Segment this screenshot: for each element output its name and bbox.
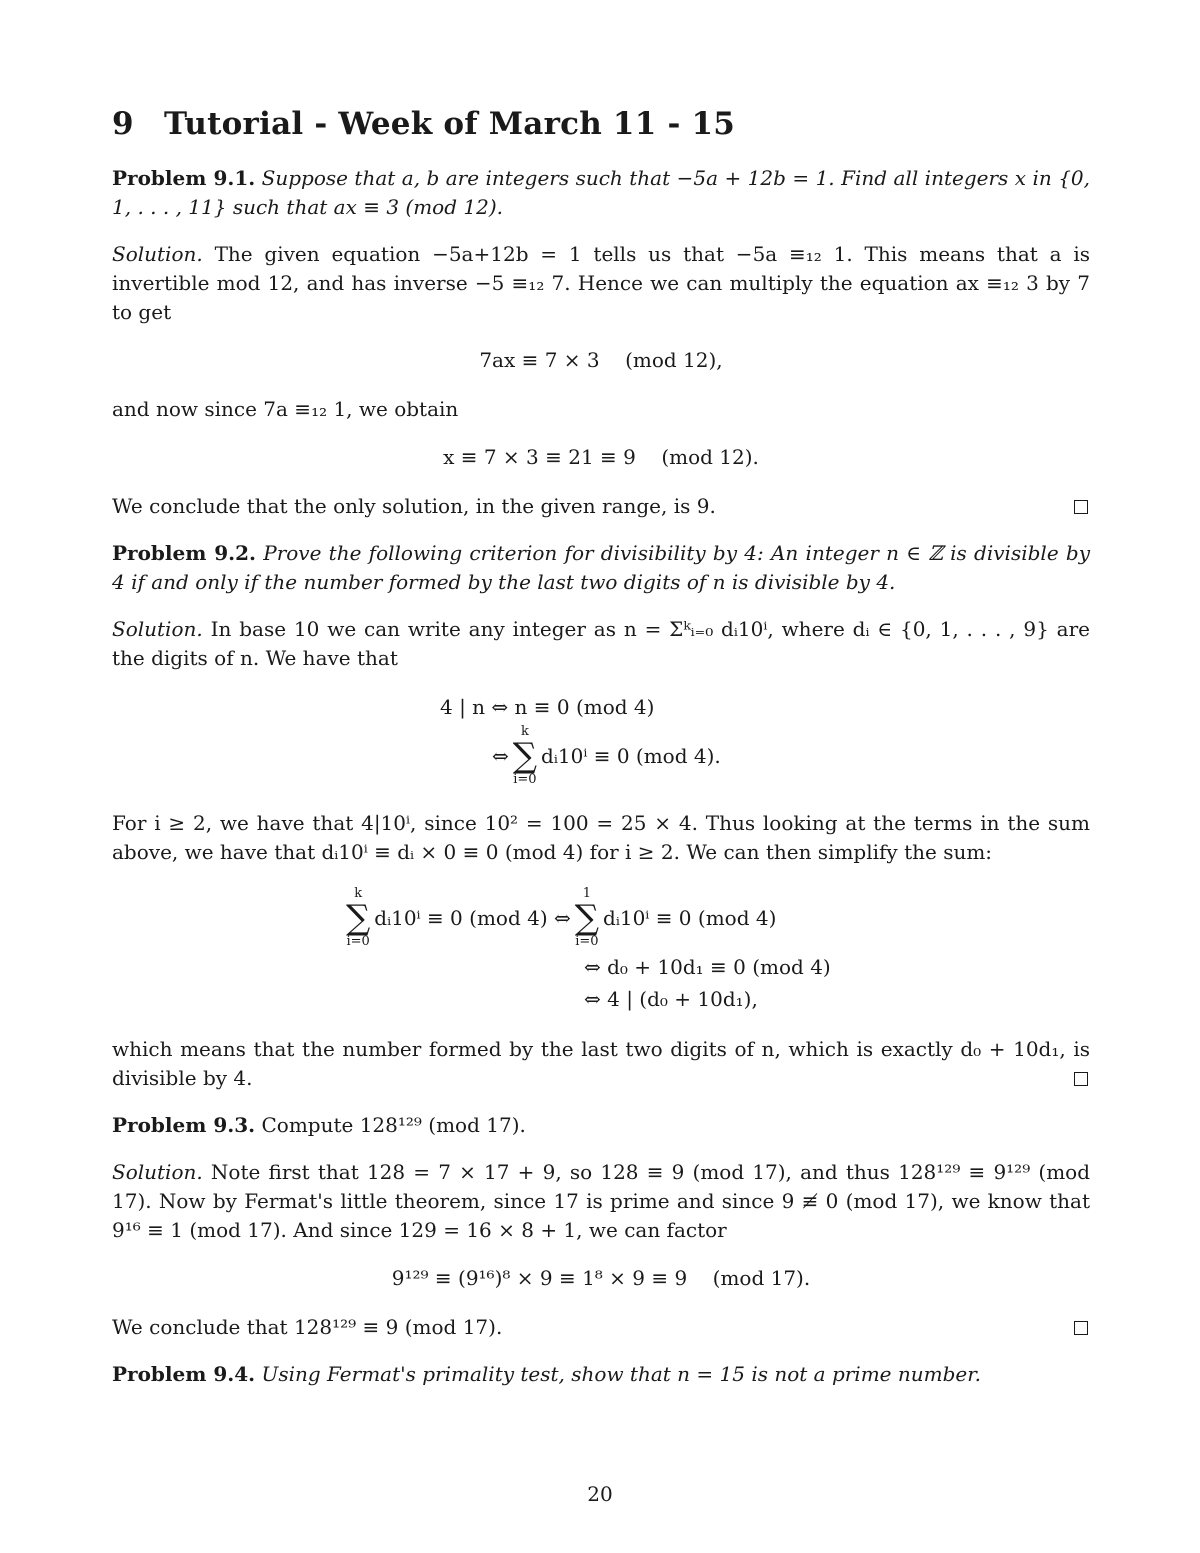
equation-block-simplify: [112, 885, 1090, 1015]
sum-upper-limit: k: [520, 724, 529, 739]
problem-9-4: [112, 1360, 1090, 1389]
sum-lower-limit: i=0: [513, 772, 537, 787]
conclusion-text: We conclude that 128¹²⁹ ≡ 9 (mod 17).: [112, 1315, 503, 1339]
solution-9-1-part-1: [112, 240, 1090, 327]
problem-label: Problem 9.1.: [112, 166, 256, 190]
solution-text: Note first that 128 = 7 × 17 + 9, so 128 ≡ 9 (mod 17), and thus 128¹²⁹ ≡ 9¹²⁹ (mod 17). Now by Fermat's little theorem, since 17 is prime and since 9 ≢ 0 (mod 17), we know that 9¹⁶ ≡ 1 (mod 17). And since 129 = 16 × 8 + 1, we can factor: [112, 1160, 1091, 1242]
section-heading: [112, 106, 1090, 142]
solution-label: Solution.: [112, 1160, 203, 1184]
solution-9-2-conclusion: [112, 1035, 1090, 1093]
equation-row: [112, 723, 1090, 789]
equation-row: [112, 885, 1090, 951]
solution-9-3-part-1: [112, 1158, 1090, 1245]
solution-text: The given equation −5a+12b = 1 tells us that −5a ≡₁₂ 1. This means that a is invertible mod 12, and has inverse −5 ≡₁₂ 7. Hence we can multiply the equation ax ≡₁₂ 3 by 7 to get: [112, 242, 1091, 324]
sigma-icon: ∑: [346, 898, 371, 938]
equation-text: ⇔ 4 | (d₀ + 10d₁),: [584, 987, 758, 1011]
problem-statement: Compute 128¹²⁹ (mod 17).: [261, 1113, 526, 1137]
problem-9-1: [112, 164, 1090, 222]
solution-9-2-part-2: For i ≥ 2, we have that 4|10ⁱ, since 10² = 100 = 25 × 4. Thus looking at the terms in the sum above, we have that dᵢ10ⁱ ≡ dᵢ × 0 ≡ 0 (mod 4) for i ≥ 2. We can then simplify the sum:: [112, 811, 1090, 864]
summation: [575, 887, 599, 949]
solution-9-1-part-2: and now since 7a ≡₁₂ 1, we obtain: [112, 397, 459, 421]
conclusion-text: which means that the number formed by the last two digits of n, which is exactly d₀ + 10d₁, is divisible by 4.: [112, 1037, 1090, 1090]
equation-row: [112, 983, 1090, 1015]
conclusion-text: We conclude that the only solution, in the given range, is 9.: [112, 494, 716, 518]
problem-label: Problem 9.3.: [112, 1113, 256, 1137]
problem-label: Problem 9.4.: [112, 1362, 256, 1386]
equation: 9¹²⁹ ≡ (9¹⁶)⁸ × 9 ≡ 1⁸ × 9 ≡ 9 (mod 17).: [391, 1266, 811, 1290]
sigma-icon: ∑: [512, 736, 538, 776]
sigma-icon: ∑: [574, 898, 600, 938]
section-title: Tutorial - Week of March 11 - 15: [164, 106, 736, 142]
equation: x ≡ 7 × 3 ≡ 21 ≡ 9 (mod 12).: [443, 445, 759, 469]
sum-lower-limit: i=0: [575, 934, 599, 949]
equation-text: ⇔: [492, 744, 509, 768]
sum-lower-limit: i=0: [346, 934, 370, 949]
equation: 7ax ≡ 7 × 3 (mod 12),: [479, 348, 723, 372]
solution-9-2-part-1: [112, 615, 1090, 673]
sum-upper-limit: k: [354, 886, 363, 901]
equation-block-divisibility: [112, 691, 1090, 789]
qed-square-icon: [1074, 500, 1088, 514]
equation-text: dᵢ10ⁱ ≡ 0 (mod 4) ⇔: [374, 906, 571, 930]
problem-9-2: [112, 539, 1090, 597]
problem-9-3: [112, 1111, 1090, 1140]
qed-square-icon: [1074, 1072, 1088, 1086]
section-number: 9: [112, 106, 134, 142]
page-number: 20: [587, 1482, 613, 1506]
solution-9-3-conclusion: [112, 1313, 1090, 1342]
solution-label: Solution.: [112, 617, 203, 641]
equation-row: [112, 951, 1090, 983]
equation-text: dᵢ10ⁱ ≡ 0 (mod 4).: [541, 744, 721, 768]
qed-square-icon: [1074, 1321, 1088, 1335]
solution-label: Solution.: [112, 242, 203, 266]
solution-9-1-conclusion: [112, 492, 1090, 521]
problem-statement: Using Fermat's primality test, show that n = 15 is not a prime number.: [261, 1362, 981, 1386]
problem-label: Problem 9.2.: [112, 541, 256, 565]
summation: [513, 725, 537, 787]
problem-statement: Prove the following criterion for divisibility by 4: An integer n ∈ ℤ is divisible by 4 if and only if the number formed by the last two digits of n is divisible by 4.: [112, 541, 1090, 594]
equation-text: ⇔ d₀ + 10d₁ ≡ 0 (mod 4): [584, 955, 831, 979]
problem-statement: Suppose that a, b are integers such that −5a + 12b = 1. Find all integers x in {0, 1, . . . , 11} such that ax ≡ 3 (mod 12).: [112, 166, 1090, 219]
summation: [346, 887, 370, 949]
equation-text: dᵢ10ⁱ ≡ 0 (mod 4): [603, 906, 777, 930]
solution-text: In base 10 we can write any integer as n = Σᵏᵢ₌₀ dᵢ10ⁱ, where dᵢ ∈ {0, 1, . . . , 9} are the digits of n. We have that: [112, 617, 1091, 670]
sum-upper-limit: 1: [582, 886, 592, 901]
equation-text: 4 | n ⇔ n ≡ 0 (mod 4): [440, 695, 655, 719]
document-page: [112, 100, 1090, 1407]
equation-row: [112, 691, 1090, 723]
